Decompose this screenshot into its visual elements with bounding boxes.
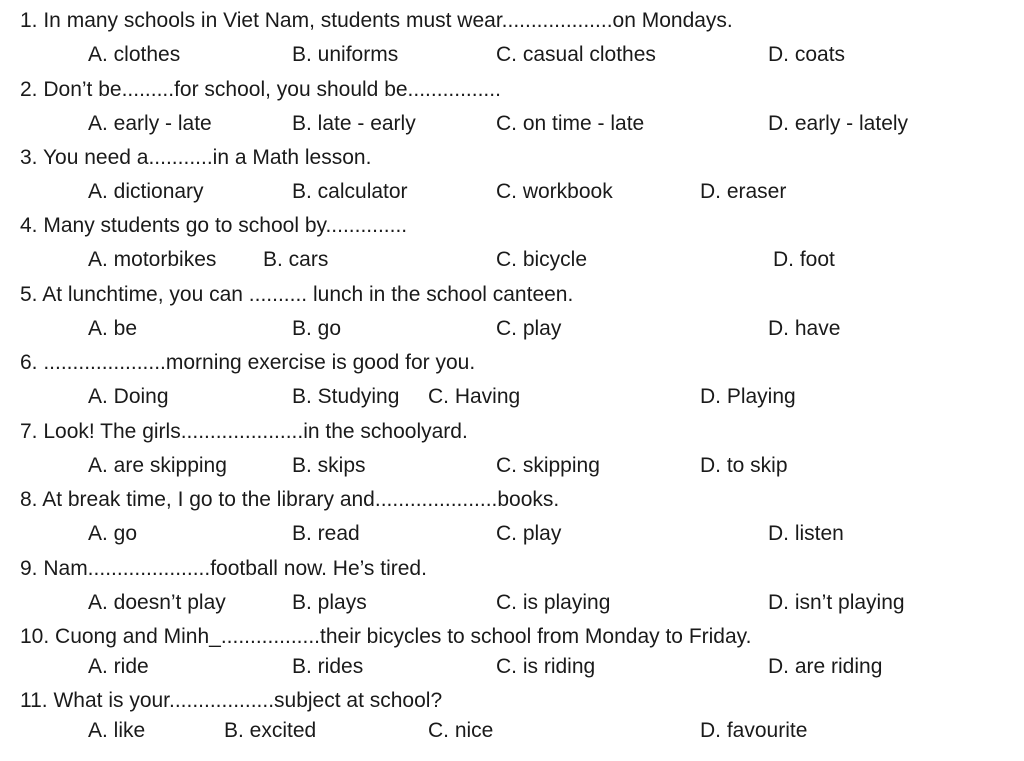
- question-2: 2. Don’t be.........for school, you should be................: [20, 78, 501, 101]
- option-7a: A. are skipping: [88, 454, 227, 477]
- option-5c: C. play: [496, 317, 562, 340]
- option-10d: D. are riding: [768, 655, 883, 678]
- question-5: 5. At lunchtime, you can .......... lunch in the school canteen.: [20, 283, 574, 306]
- option-11b: B. excited: [224, 719, 317, 742]
- option-7d: D. to skip: [700, 454, 788, 477]
- option-7b: B. skips: [292, 454, 366, 477]
- option-6a: A. Doing: [88, 385, 169, 408]
- option-1c: C. casual clothes: [496, 43, 656, 66]
- option-8d: D. listen: [768, 522, 844, 545]
- option-1d: D. coats: [768, 43, 846, 66]
- option-2c: C. on time - late: [496, 112, 645, 135]
- option-5b: B. go: [292, 317, 342, 340]
- option-6d: D. Playing: [700, 385, 796, 408]
- question-7: 7. Look! The girls.....................in the schoolyard.: [20, 420, 468, 443]
- question-8: 8. At break time, I go to the library and.....................books.: [20, 488, 560, 511]
- option-11a: A. like: [88, 719, 146, 742]
- option-10c: C. is riding: [496, 655, 596, 678]
- option-6c: C. Having: [428, 385, 521, 408]
- option-4a: A. motorbikes: [88, 248, 217, 271]
- option-8b: B. read: [292, 522, 360, 545]
- option-1a: A. clothes: [88, 43, 181, 66]
- option-11c: C. nice: [428, 719, 494, 742]
- option-4b: B. cars: [263, 248, 329, 271]
- option-9c: C. is playing: [496, 591, 611, 614]
- option-11d: D. favourite: [700, 719, 808, 742]
- option-8c: C. play: [496, 522, 562, 545]
- option-2d: D. early - lately: [768, 112, 909, 135]
- question-9: 9. Nam.....................football now. He’s tired.: [20, 557, 427, 580]
- option-3b: B. calculator: [292, 180, 408, 203]
- question-10: 10. Cuong and Minh_.................their bicycles to school from Monday to Friday.: [20, 625, 752, 648]
- option-4c: C. bicycle: [496, 248, 588, 271]
- question-11: 11. What is your..................subject at school?: [20, 689, 443, 712]
- option-9d: D. isn’t playing: [768, 591, 905, 614]
- option-10b: B. rides: [292, 655, 364, 678]
- question-4: 4. Many students go to school by..............: [20, 214, 408, 237]
- question-6: 6. .....................morning exercise is good for you.: [20, 351, 476, 374]
- question-1: 1. In many schools in Viet Nam, students must wear...................on Mondays.: [20, 9, 733, 32]
- question-3: 3. You need a...........in a Math lesson.: [20, 146, 372, 169]
- option-3d: D. eraser: [700, 180, 787, 203]
- option-1b: B. uniforms: [292, 43, 399, 66]
- option-2a: A. early - late: [88, 112, 212, 135]
- option-9a: A. doesn’t play: [88, 591, 226, 614]
- option-4d: D. foot: [773, 248, 835, 271]
- option-5d: D. have: [768, 317, 841, 340]
- option-3c: C. workbook: [496, 180, 613, 203]
- option-8a: A. go: [88, 522, 138, 545]
- option-7c: C. skipping: [496, 454, 600, 477]
- option-6b: B. Studying: [292, 385, 400, 408]
- option-9b: B. plays: [292, 591, 367, 614]
- option-3a: A. dictionary: [88, 180, 204, 203]
- option-2b: B. late - early: [292, 112, 416, 135]
- option-10a: A. ride: [88, 655, 149, 678]
- option-5a: A. be: [88, 317, 138, 340]
